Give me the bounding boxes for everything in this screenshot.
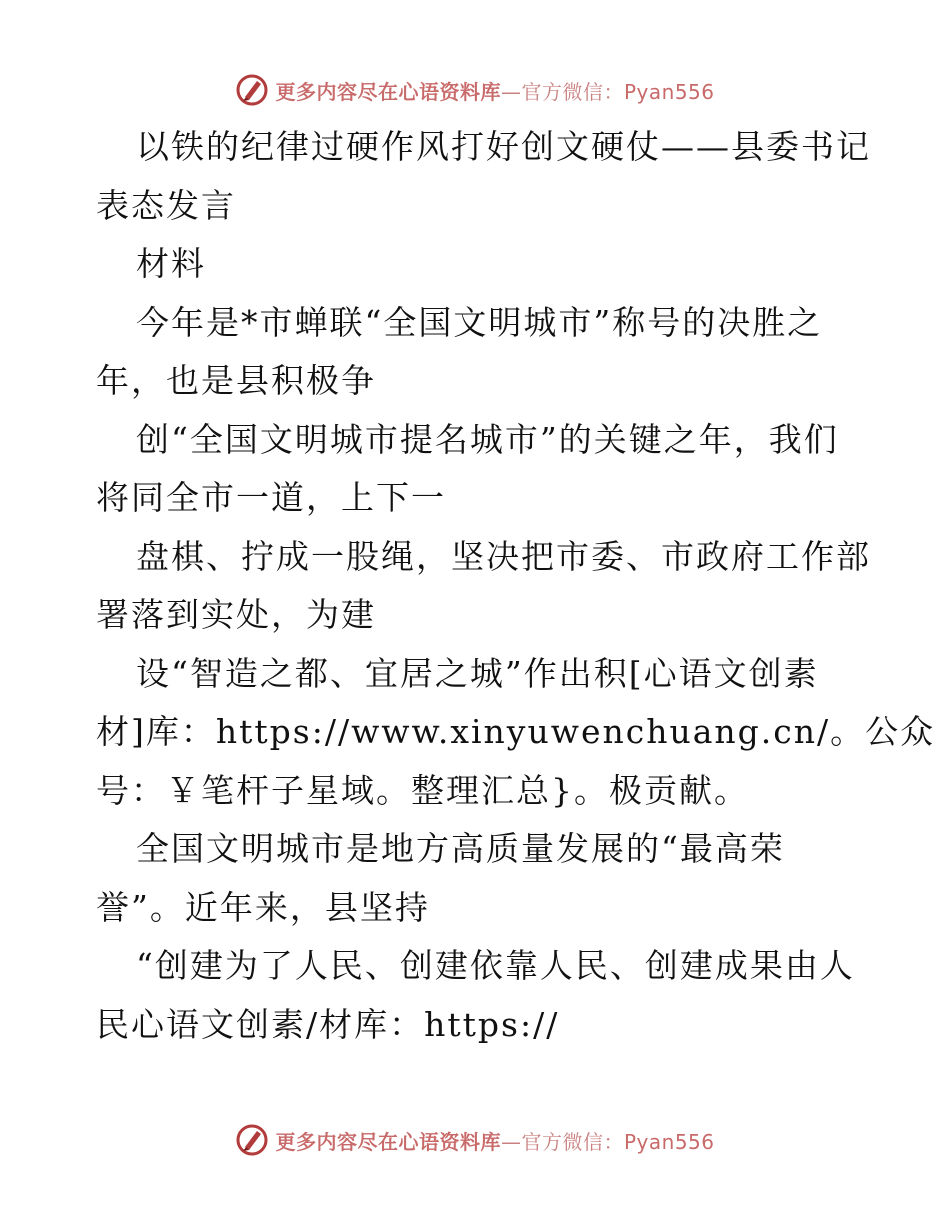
paragraph-line: 材]库：https://www.xinyuwenchuang.cn/。公众 (96, 712, 936, 751)
paragraph-line: 誉”。近年来，县坚持 (96, 887, 430, 927)
header-watermark (0, 70, 950, 110)
document-body (96, 118, 936, 1054)
pen-logo-icon (235, 73, 269, 107)
paragraph-line: 材料 (136, 244, 206, 283)
paragraph-line: 号：￥笔杆子星域。整理汇总}。极贡献。 (96, 770, 749, 810)
watermark-group (235, 1123, 714, 1157)
paragraph-line: 设“智造之都、宜居之城”作出积[心语文创素 (136, 653, 819, 693)
watermark-group (235, 73, 714, 107)
footer-watermark (0, 1120, 950, 1160)
paragraph-line: 署落到实处，为建 (96, 595, 376, 634)
paragraph-line: 盘棋、拧成一股绳，坚决把市委、市政府工作部 (136, 536, 871, 576)
pen-logo-icon (235, 1123, 269, 1157)
title-line-2: 表态发言 (96, 185, 236, 225)
paragraph-line: 全国文明城市是地方高质量发展的“最高荣 (136, 829, 785, 868)
paragraph-line: 今年是*市蝉联“全国文明城市”称号的决胜之 (136, 302, 823, 342)
watermark-text: 更多内容尽在心语资料库—官方微信：Pyan556 (275, 79, 715, 104)
paragraph-line: 民心语文创素/材库：https:// (96, 1004, 560, 1044)
paragraph-line: 年，也是县积极争 (96, 361, 376, 400)
paragraph-line: 创“全国文明城市提名城市”的关键之年，我们 (136, 419, 839, 459)
paragraph-line: 将同全市一道，上下一 (96, 478, 446, 517)
paragraph-line: “创建为了人民、创建依靠人民、创建成果由人 (136, 946, 855, 985)
watermark-text: 更多内容尽在心语资料库—官方微信：Pyan556 (275, 1129, 715, 1154)
title-line-1: 以铁的纪律过硬作风打好创文硬仗——县委书记 (136, 127, 871, 166)
